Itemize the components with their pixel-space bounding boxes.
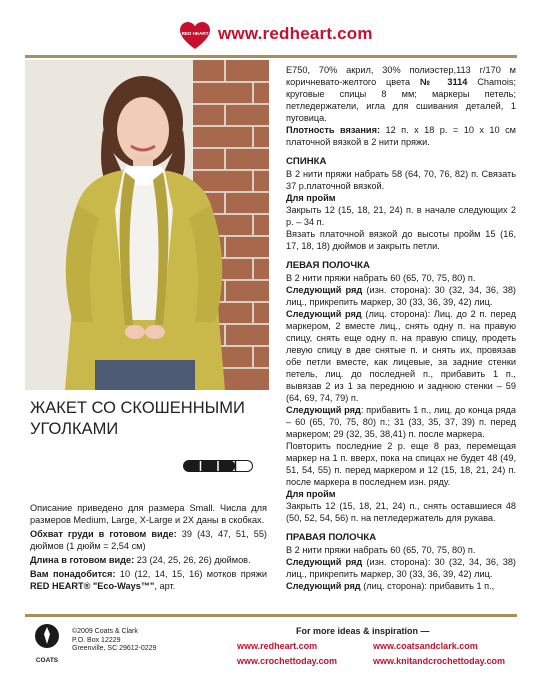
size-intro: Описание приведено для размера Small. Числа для размеров Medium, Large, X-Large и 2X даны в скобках. bbox=[30, 503, 267, 525]
city: Greenville, SC 29612-0229 bbox=[72, 645, 157, 652]
armhole-title-2: Для пройм bbox=[286, 489, 336, 499]
back-step-3: Вязать платочной вязкой до высоты пройм 15 (16, 17, 18, 18) дюймов и закрыть петли. bbox=[286, 229, 516, 251]
coats-logo-text: COATS bbox=[35, 657, 59, 664]
back-step-2: Закрыть 12 (15, 18, 21, 24) п. в начале следующих 2 р. – 34 п. bbox=[286, 205, 516, 227]
footer-link-crochettoday[interactable]: www.crochettoday.com bbox=[237, 656, 338, 666]
gauge: Плотность вязания: 12 п. х 18 р. = 10 х 10 см платочной вязкой в 2 нити пряжи. bbox=[286, 125, 516, 147]
length-measure: Длина в готовом виде: 23 (24, 25, 26, 26) дюймов. bbox=[30, 555, 251, 565]
top-divider bbox=[25, 55, 517, 58]
lf-step-1: В 2 нити пряжи набрать 60 (65, 70, 75, 80) п. bbox=[286, 273, 476, 283]
footer-link-knitandcrochettoday[interactable]: www.knitandcrochettoday.com bbox=[373, 656, 506, 666]
rf-step-1: В 2 нити пряжи набрать 60 (65, 70, 75, 80) п. bbox=[286, 545, 476, 555]
back-step-1: В 2 нити пряжи набрать 58 (64, 70, 76, 82) п. Связать 37 р.платочной вязкой. bbox=[286, 169, 516, 191]
materials-continued: E750, 70% акрил, 30% полиэстер,113 г/170 м коричневато-желтого цвета № 3114 Chamois; круговые спицы 8 мм; маркеры петель; петледержатели, игла для сшивания деталей, 1 пуговица. bbox=[286, 65, 517, 123]
lf-step-3: Следующий ряд (лиц. сторона): Лиц. до 2 п. перед маркером, 2 вместе лиц., снять одну п. на правую спицу, снять еще одну п. на правую спицу, продеть левую спицу в две снятые п. и снять их, провязав обе петли вместе, как лицевые, за задние стенки петель, лиц. до последней п., прибавить 1 п., вывязав 2 из 1 за переднюю и заднюю стенки – 59 (64, 69, 74, 79) п. bbox=[286, 309, 516, 403]
section-back-title: СПИНКА bbox=[286, 156, 327, 167]
copyright: ©2009 Coats & Clark bbox=[72, 628, 138, 635]
right-column-text bbox=[286, 64, 516, 592]
section-left-front-title: ЛЕВАЯ ПОЛОЧКА bbox=[286, 260, 370, 271]
lf-step-2: Следующий ряд (изн. сторона): 30 (32, 34, 36, 38) лиц., прикрепить маркер, 30 (33, 36, 39, 42) лиц. bbox=[286, 285, 516, 307]
left-column-text bbox=[30, 502, 267, 594]
red-heart-logo-icon[interactable] bbox=[180, 22, 210, 50]
rf-step-2: Следующий ряд (изн. сторона): 30 (32, 34, 36, 38) лиц., прикрепить маркер, 30 (33, 36, 39, 42) лиц. bbox=[286, 557, 516, 579]
skill-level-fill bbox=[184, 461, 236, 472]
section-right-front-title: ПРАВАЯ ПОЛОЧКА bbox=[286, 532, 377, 543]
more-ideas-text: For more ideas & inspiration — bbox=[296, 626, 430, 636]
chest-measure: Обхват груди в готовом виде: 39 (43, 47, 51, 55) дюймов (1 дюйм = 2,54 см) bbox=[30, 529, 267, 551]
coats-logo-icon bbox=[32, 622, 62, 666]
lf-step-4: Следующий ряд: прибавить 1 п., лиц. до конца ряда – 60 (65, 70, 75, 80) п.; 31 (33, 35, 37, 39) п. перед маркером; 29 (32, 35, 38,41) п. после маркера. bbox=[286, 405, 516, 439]
rf-step-3: Следующий ряд (лиц. сторона): прибавить 1 п., bbox=[286, 581, 495, 591]
lf-step-5: Повторить последние 2 р. еще 8 раз, перемещая маркер на 1 п. вверх, пока на спицах не будет 48 (49, 51, 54, 55) п. перед маркером и 12 (15, 18, 21, 24) п. после маркера в последнем изн. ряду. bbox=[286, 441, 516, 487]
pattern-title: ЖАКЕТ СО СКОШЕННЫМИ УГОЛКАМИ bbox=[30, 399, 245, 438]
skill-level-indicator bbox=[183, 460, 253, 472]
site-url-link[interactable]: www.redheart.com bbox=[218, 24, 373, 43]
model-photo bbox=[25, 60, 269, 390]
copyright-block bbox=[72, 628, 156, 654]
armhole-title: Для пройм bbox=[286, 193, 336, 203]
materials-needed: Вам понадобится: 10 (12, 14, 15, 16) мотков пряжи RED HEART® "Eco-Ways™", арт. bbox=[30, 569, 267, 591]
lf-step-6: Закрыть 12 (15, 18, 21, 24) п., снять оставшиеся 48 (50, 52, 54, 56) п. на петледержатель для рукава. bbox=[286, 501, 516, 523]
footer-link-coatsandclark[interactable]: www.coatsandclark.com bbox=[373, 641, 478, 651]
bottom-divider bbox=[25, 614, 517, 617]
po-box: P.O. Box 12229 bbox=[72, 636, 121, 644]
logo-text: RED HEART bbox=[181, 31, 209, 36]
footer-link-redheart[interactable]: www.redheart.com bbox=[237, 641, 318, 651]
